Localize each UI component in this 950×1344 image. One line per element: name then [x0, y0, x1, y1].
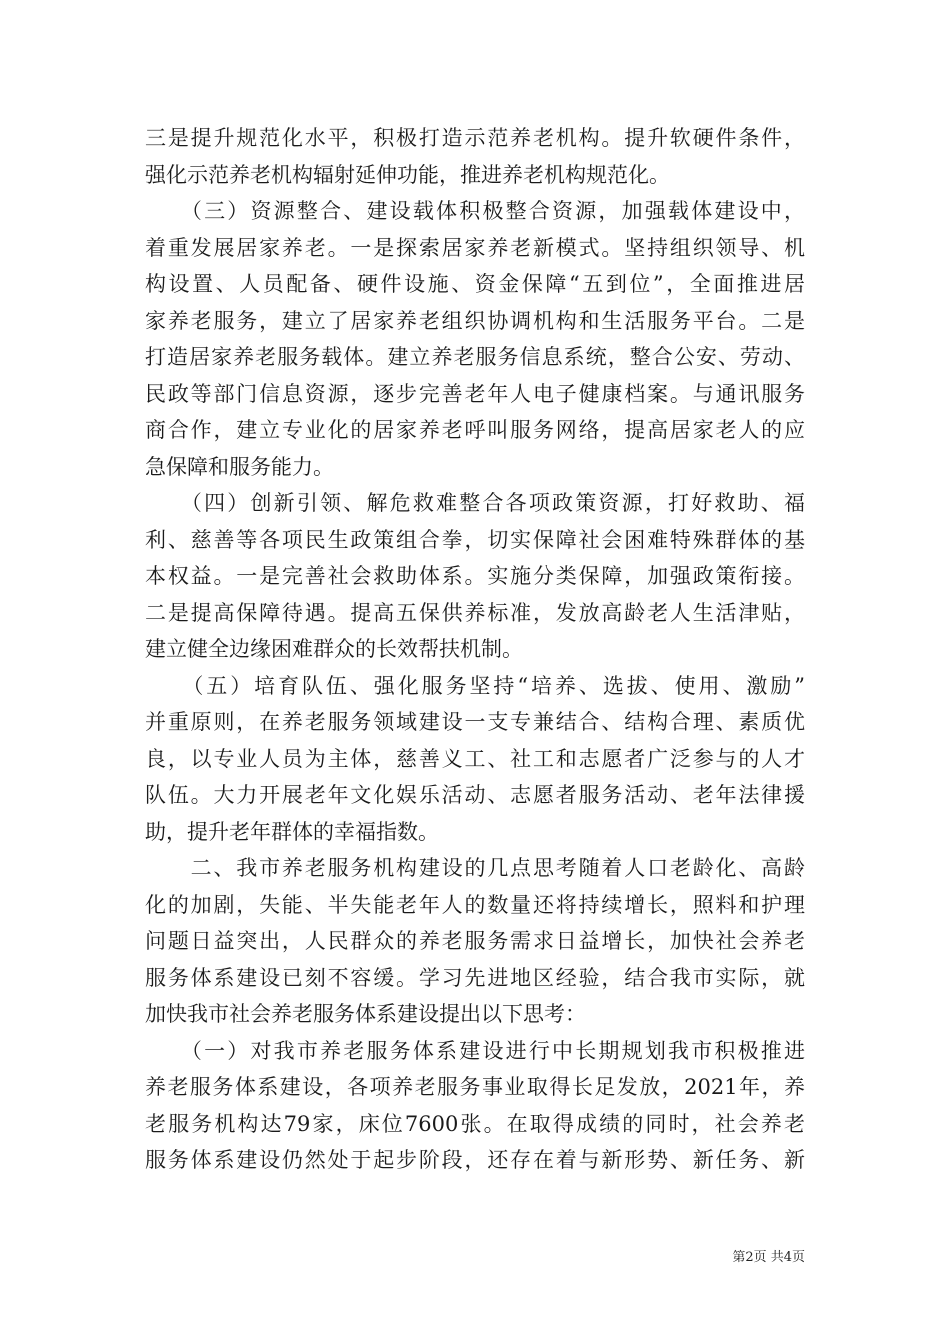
- text-line: 服务体系建设仍然处于起步阶段，还存在着与新形势、新任务、新: [145, 1148, 805, 1172]
- text-line: 利、慈善等各项民生政策组合拳，切实保障社会困难特殊群体的基: [145, 527, 805, 552]
- text-line: 民政等部门信息资源，逐步完善老年人电子健康档案。与通讯服务: [145, 381, 805, 406]
- text-line: 打造居家养老服务载体。建立养老服务信息系统，整合公安、劳动、: [145, 345, 805, 369]
- text-line: 加快我市社会养老服务体系建设提出以下思考：: [145, 1002, 586, 1026]
- text-line: （五）培育队伍、强化服务坚持“培养、选拔、使用、激励”: [145, 673, 805, 698]
- text-line: （三）资源整合、建设载体积极整合资源，加强载体建设中，: [145, 199, 805, 223]
- text-line: 养老服务体系建设，各项养老服务事业取得长足发放，2021年，养: [145, 1075, 805, 1099]
- text-line: 急保障和服务能力。: [145, 454, 334, 479]
- text-line: 队伍。大力开展老年文化娱乐活动、志愿者服务活动、老年法律援: [145, 783, 805, 807]
- text-line: 家养老服务，建立了居家养老组织协调机构和生活服务平台。二是: [145, 308, 805, 333]
- text-line: 三是提升规范化水平，积极打造示范养老机构。提升软硬件条件，: [145, 126, 805, 150]
- text-line: 化的加剧，失能、半失能老年人的数量还将持续增长，照料和护理: [145, 892, 805, 917]
- text-line: （四）创新引领、解危救难整合各项政策资源，打好救助、福: [145, 491, 805, 515]
- text-line: 构设置、人员配备、硬件设施、资金保障“五到位”，全面推进居: [145, 272, 805, 296]
- text-line: 助，提升老年群体的幸福指数。: [145, 819, 439, 844]
- text-line: 强化示范养老机构辐射延伸功能，推进养老机构规范化。: [145, 162, 670, 187]
- text-line: 建立健全边缘困难群众的长效帮扶机制。: [145, 637, 523, 661]
- page-number-footer: 第2页 共4页: [732, 1250, 805, 1265]
- text-line: 二、我市养老服务机构建设的几点思考随着人口老龄化、高龄: [145, 856, 805, 880]
- text-line: 着重发展居家养老。一是探索居家养老新模式。坚持组织领导、机: [145, 235, 805, 260]
- text-line: 服务体系建设已刻不容缓。学习先进地区经验，结合我市实际，就: [145, 965, 805, 990]
- text-line: 商合作，建立专业化的居家养老呼叫服务网络，提高居家老人的应: [145, 418, 805, 442]
- text-line: 并重原则，在养老服务领域建设一支专兼结合、结构合理、素质优: [145, 710, 805, 734]
- text-line: 二是提高保障待遇。提高五保供养标准，发放高龄老人生活津贴，: [145, 600, 805, 625]
- text-line: 良，以专业人员为主体，慈善义工、社工和志愿者广泛参与的人才: [145, 746, 805, 771]
- text-line: （一）对我市养老服务体系建设进行中长期规划我市积极推进: [145, 1038, 805, 1063]
- document-body: [145, 120, 805, 1179]
- text-line: 问题日益突出，人民群众的养老服务需求日益增长，加快社会养老: [145, 929, 805, 953]
- text-line: 老服务机构达79家，床位7600张。在取得成绩的同时，社会养老: [145, 1111, 805, 1136]
- text-line: 本权益。一是完善社会救助体系。实施分类保障，加强政策衔接。: [145, 564, 805, 588]
